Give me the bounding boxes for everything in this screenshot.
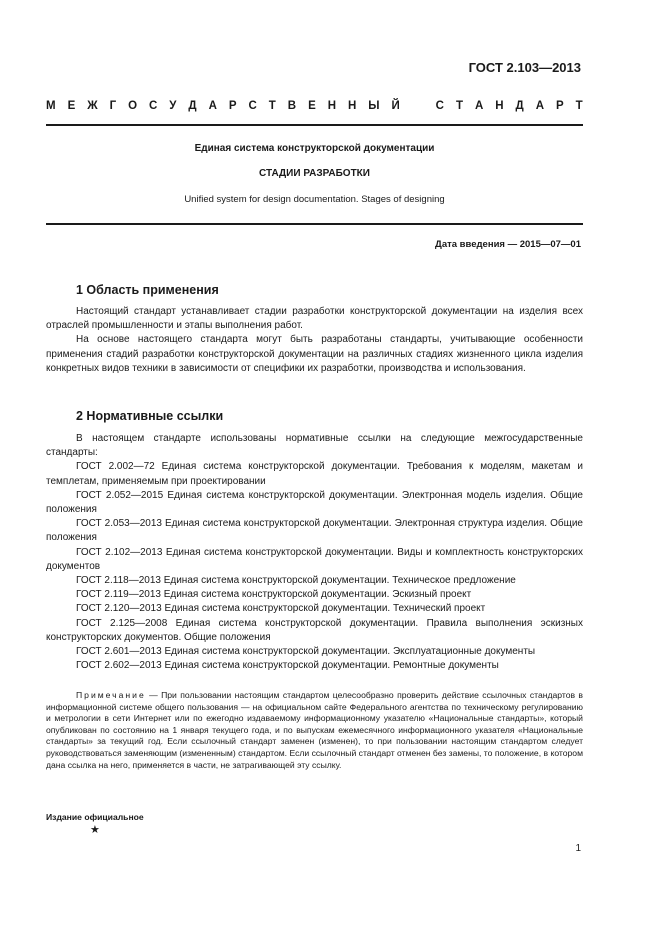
banner-letter: Е — [308, 100, 316, 112]
reference-item: ГОСТ 2.102—2013 Единая система конструкторской документации. Виды и комплектность конструкторских документов — [46, 546, 583, 572]
banner-letter: А — [535, 100, 544, 112]
banner-letter: Ы — [368, 100, 380, 112]
reference-item: ГОСТ 2.052—2015 Единая система конструкторской документации. Электронная модель изделия. Общие положения — [46, 489, 583, 516]
reference-item: ГОСТ 2.118—2013 Единая система конструкторской документации. Техническое предложение — [76, 575, 516, 587]
banner-letter: У — [169, 100, 177, 112]
standard-title: СТАДИИ РАЗРАБОТКИ — [259, 168, 370, 179]
banner-letter: Д — [188, 100, 197, 112]
banner-letter: О — [128, 100, 138, 112]
banner-letter: В — [287, 100, 297, 112]
reference-item: ГОСТ 2.053—2013 Единая система конструкторской документации. Электронная структура изделия. Общие положения — [46, 518, 583, 544]
banner-letter: Р — [228, 100, 237, 112]
document-code: ГОСТ 2.103—2013 — [468, 60, 581, 75]
introduction-date: Дата введения — 2015—07—01 — [435, 239, 581, 250]
reference-item: ГОСТ 2.602—2013 Единая система конструкторской документации. Ремонтные документы — [76, 660, 499, 672]
banner-letter: А — [208, 100, 217, 112]
banner-letter: Т — [268, 100, 276, 112]
banner-letter: С — [149, 100, 158, 112]
banner-letter: Е — [67, 100, 76, 112]
banner-letter: Т — [455, 100, 463, 112]
banner-letter: Н — [327, 100, 337, 112]
section-heading-scope: 1 Область применения — [76, 283, 219, 297]
reference-note — [46, 690, 583, 771]
paragraph: В настоящем стандарте использованы нормативные ссылки на следующие межгосударственные стандарты: — [46, 433, 583, 459]
note-paragraph — [46, 690, 583, 771]
section-heading-references: 2 Нормативные ссылки — [76, 409, 224, 423]
section-references-body — [46, 432, 583, 673]
banner-letter: Д — [515, 100, 524, 112]
paragraph: На основе настоящего стандарта могут быть разработаны стандарты, учитывающие особенности применения стадий разработки конструкторской документации на различных стадиях жизненного цикла изделия конкретных видов техники в зависимости от специфики их разработки, производства и использования. — [46, 334, 583, 374]
english-title: Unified system for design documentation. Stages of designing — [184, 194, 445, 205]
banner-letter: С — [435, 100, 444, 112]
note-text: — При пользовании настоящим стандартом целесообразно проверить действие ссылочных стандартов в информационной системе общего пользования — на официальном сайте Федерального агентства по техническому регулированию и метрологии в сети Интернет или по ежегодно издаваемому информационному указателю «Национальные стандарты», который опубликован по состоянию на 1 января текущего года, и по выпускам ежемесячного информационного указателя «Национальные стандарты» за текущий год. Если ссылочный стандарт заменен (изменен), то при пользовании настоящим стандартом следует руководствоваться заменяющим (измененным) стандартом. Если ссылочный стандарт отменен без замены, то положение, в котором дана ссылка на него, применяется в части, не затрагивающей эту ссылку. — [46, 690, 583, 770]
reference-item: ГОСТ 2.119—2013 Единая система конструкторской документации. Эскизный проект — [76, 589, 472, 601]
banner-letter: Г — [109, 100, 117, 112]
page-number: 1 — [575, 843, 581, 854]
banner-letter: М — [46, 100, 56, 112]
banner-letter: Н — [495, 100, 504, 112]
banner-letter: С — [248, 100, 257, 112]
banner-letter: Н — [347, 100, 357, 112]
banner-letter: Т — [575, 100, 583, 112]
reference-item: ГОСТ 2.601—2013 Единая система конструкторской документации. Эксплуатационные документы — [76, 646, 536, 658]
interstate-standard-banner — [46, 100, 583, 112]
header-divider — [46, 124, 583, 126]
reference-item: ГОСТ 2.125—2008 Единая система конструкторской документации. Правила выполнения эскизных конструкторских документов. Общие положения — [46, 617, 583, 643]
note-label: Примечание — [76, 690, 146, 700]
reference-item: ГОСТ 2.120—2013 Единая система конструкторской документации. Технический проект — [76, 603, 486, 615]
paragraph: Настоящий стандарт устанавливает стадии разработки конструкторской документации на изделия всех отраслей промышленности и этапы выполнения работ. — [46, 306, 583, 332]
star-icon: ★ — [90, 824, 100, 836]
system-title: Единая система конструкторской документации — [194, 143, 435, 154]
title-divider — [46, 223, 583, 225]
official-edition-label: Издание официальное — [46, 812, 144, 822]
section-scope-body — [46, 305, 583, 376]
reference-item: ГОСТ 2.002—72 Единая система конструкторской документации. Требования к моделям, макетам и темплетам, применяемым при проектировании — [46, 461, 583, 487]
banner-letter: Р — [555, 100, 564, 112]
banner-letter: А — [474, 100, 484, 112]
banner-letter: Ж — [87, 100, 98, 112]
banner-letter: Й — [391, 100, 400, 112]
